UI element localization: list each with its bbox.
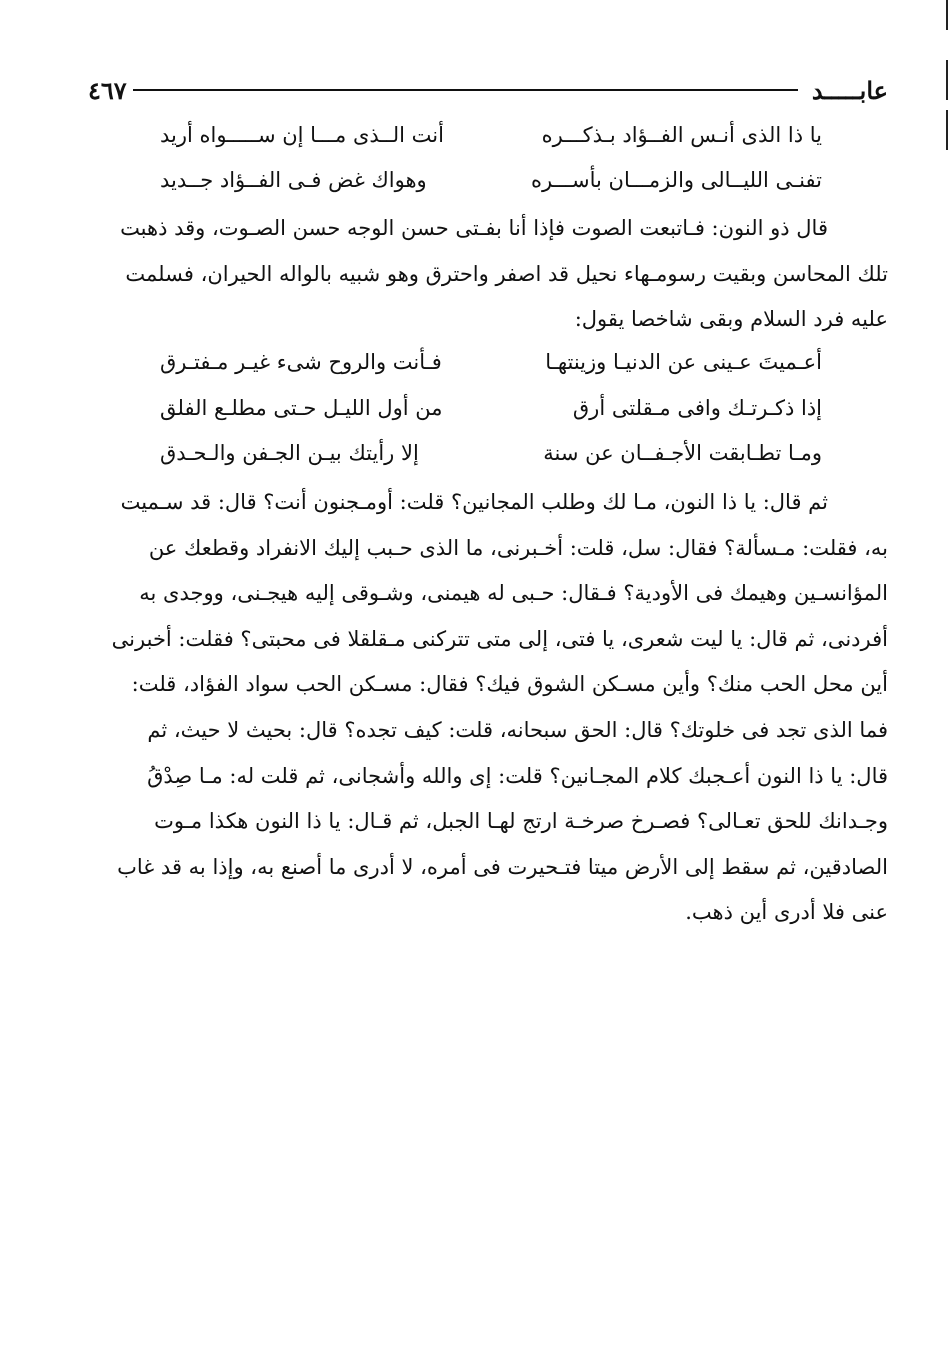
verse-hemistich-first: يا ذا الذى أنـس الفــؤاد بـذكـــره <box>541 123 822 147</box>
text-line: أفردنى، ثم قال: يا ليت شعرى، يا فتى، إلى متى تتركنى مـقلقلا فى محبتى؟ فقلت: أخبرنى <box>111 626 888 651</box>
prose-paragraph <box>88 206 888 343</box>
page-edge-mark <box>946 60 948 100</box>
text-line: الصادقين، ثم سقط إلى الأرض ميتا فتـحيرت فى أمره، لا أدرى ما أصنع به، وإذا به قد غاب <box>117 854 888 879</box>
verse-hemistich-second: وهواك غض فـى الفــؤاد جــديد <box>160 168 427 192</box>
text-line: عليه فرد السلام وبقى شاخصا يقول: <box>574 307 888 332</box>
verse-line <box>160 160 822 200</box>
text-line: أين محل الحب منك؟ وأين مسـكن الشوق فيك؟ فقال: مسـكن الحب سواد الفؤاد، قلت: <box>131 672 888 697</box>
text-line: فما الذى تجد فى خلوتك؟ قال: الحق سبحانه، قلت: كيف تجده؟ قال: بحيث لا حيث، ثم <box>147 717 888 742</box>
header-rule <box>133 89 798 91</box>
text-line: المؤانسـين وهيمك فى الأودية؟ فـقال: حـبى له هيمنى، وشـوقى إليه هيجـنى، ووجدى به <box>139 581 888 606</box>
verse-hemistich-first: تفنـى الليــالى والزمـــان بأســـره <box>531 168 822 192</box>
verse-hemistich-first: إذا ذكـرتـك وافى مـقلتى أرق <box>572 396 822 420</box>
verse-line <box>160 433 822 473</box>
text-line: به، فقلت: مـسألة؟ فقال: سل، قلت: أخـبرنى، ما الذى حـبب إليك الانفراد وقطعك عن <box>148 535 888 560</box>
verse-line <box>160 115 822 155</box>
text-line: تلك المحاسن وبقيت رسومـهاء نحيل قد اصفر واحترق وهو شبيه بالواله الحيران، فسلمت <box>125 261 888 286</box>
verse-hemistich-first: أعـميتَ عـينى عن الدنيـا وزينتهـا <box>545 350 822 374</box>
text-line: ثم قال: يا ذا النون، مـا لك وطلب المجانين؟ قلت: أومـجنون أنت؟ قال: قد سـميت <box>120 490 828 514</box>
verse-hemistich-second: من أول الليـل حـتى مطلـع الفلق <box>160 396 443 420</box>
page-number: ٤٦٧ <box>88 75 127 105</box>
verse-line <box>160 342 822 382</box>
page-edge-mark <box>946 110 948 150</box>
verse-line <box>160 388 822 428</box>
verse-hemistich-first: ومـا تطـابقت الأجـفــان عن سنة <box>543 441 822 465</box>
page-edge-mark <box>946 0 948 30</box>
verse-hemistich-second: أنت الــذى مـــا إن ســـــواه أريد <box>160 123 444 147</box>
text-line: وجـدانك للحق تعـالى؟ فصـرخ صرخـة ارتج لهـا الجبل، ثم قـال: يا ذا النون هكذا مـوت <box>154 809 888 834</box>
text-line: عنى فلا أدرى أين ذهب. <box>685 900 888 925</box>
verse-hemistich-second: فـأنت والروح شىء غيـر مـفتـرق <box>160 350 442 374</box>
verse-hemistich-second: إلا رأيتك بيـن الجـفن والـحـدق <box>160 441 419 465</box>
running-head: عابـــــد <box>811 75 888 105</box>
prose-paragraph <box>88 480 888 936</box>
text-line: قال: يا ذا النون أعـجبك كلام المجـانين؟ قلت: إى والله وأشجانى، ثم قلت له: مـا صِدْقُ <box>147 763 888 788</box>
page-header <box>88 72 888 108</box>
text-line: قال ذو النون: فـاتبعت الصوت فإذا أنا بفـتى حسن الوجه حسن الصـوت، وقد ذهبت <box>120 216 828 240</box>
